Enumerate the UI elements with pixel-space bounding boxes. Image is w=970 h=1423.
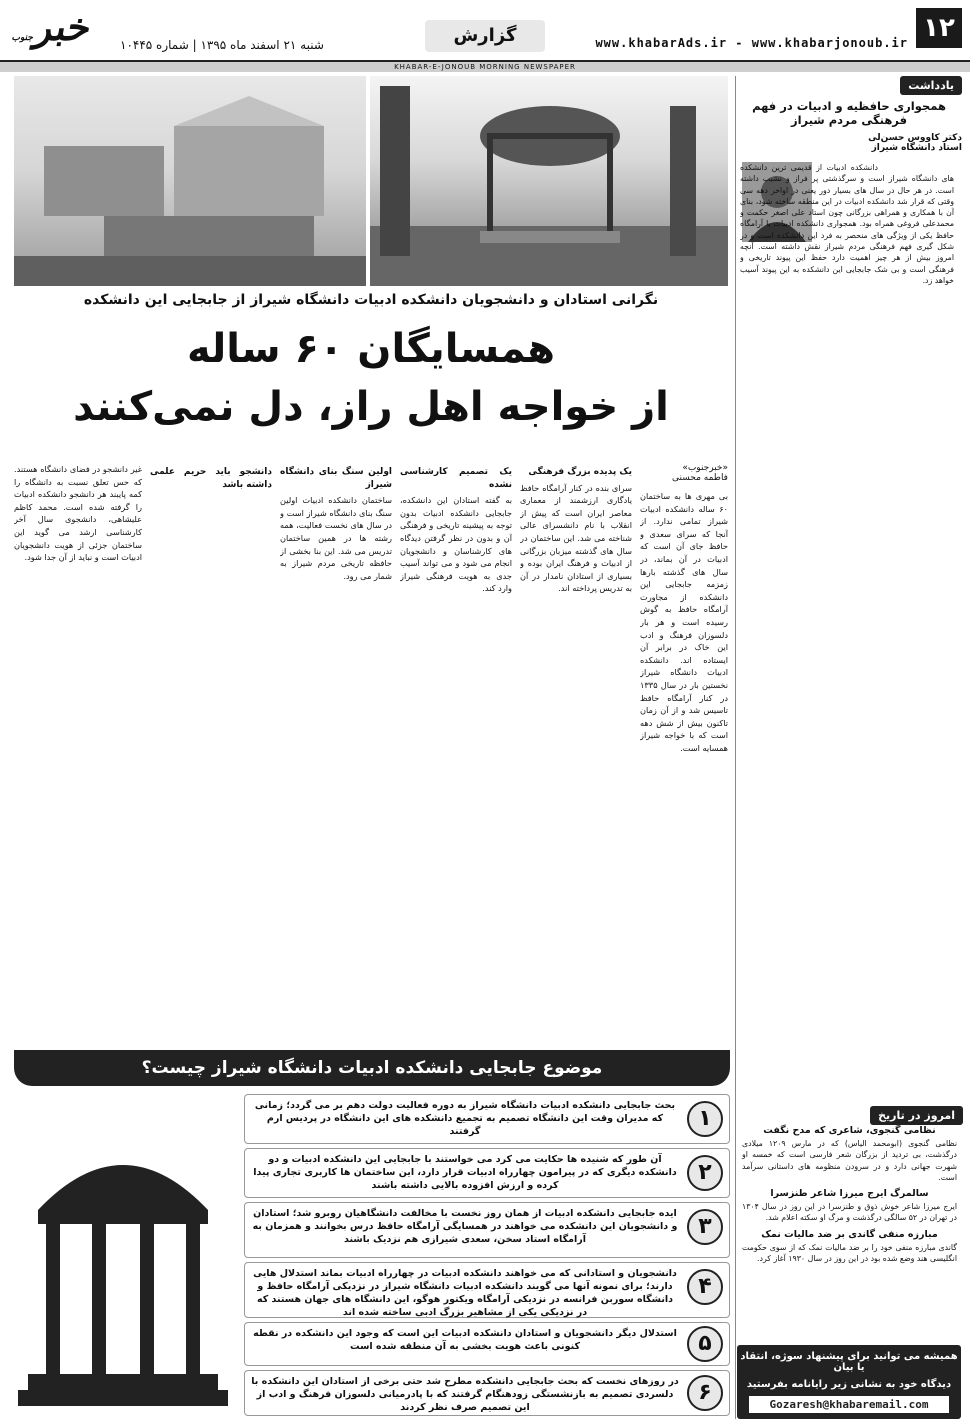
note-tag: یادداشت xyxy=(900,76,962,95)
column-heading: یک تصمیم کارشناسی نشده xyxy=(400,467,512,490)
note-author: دکتر کاووس حسن‌لی xyxy=(868,133,962,143)
item-number: ۳ xyxy=(687,1209,723,1245)
newspaper-logo xyxy=(10,4,95,49)
item-text: ایده جابجایی دانشکده ادبیات از همان روز نخست با مخالفت دانشگاهیان روبرو شد؛ استادان و دانشجویان این دانشکده می خواهند در همسایگی آرامگاه حافظ درس بخوانند و همزمان به آرامگاه استاد سخن، سعدی شیرازی هم نزدیک باشند xyxy=(252,1208,678,1245)
byline-author: فاطمه محسنی xyxy=(672,473,728,483)
box-item xyxy=(244,1148,730,1198)
column-text: سرای بنده در کنار آرامگاه حافظ یادگاری ارزشمند از معماری معاصر ایران است که پیش از انقلاب با نام دانشسرای عالی شناخته می شد. این ساختمان در سال های گذشته میزبان بزرگانی از ادبیات و فرهنگ ایران بوده و بسیاری از استادان نامدار در آن به تدریس پرداخته اند. xyxy=(520,482,632,594)
masthead-strip: KHABAR-E-JONOUB MORNING NEWSPAPER xyxy=(0,62,970,72)
column-text: بی مهری ها به ساختمان ۶۰ ساله دانشکده ادبیات شیراز تمامی ندارد. از آنجا که سرای سعدی و حافظ جای آن است که ادبیات در آن بماند، در سال های گذشته بارها زمزمه جابجایی این دانشکده از مجاورت آرامگاه حافظ به گوش رسیده است و هر بار دلسوزان فرهنگ و ادب این خاک در برابر آن ایستاده اند. دانشکده ادبیات دانشگاه شیراز نخستین بار در سال ۱۳۳۵ در کنار آرامگاه حافظ تاسیس شد و از آن زمان تاکنون بیش از شش دهه است که با خواجه شیراز همسایه است. xyxy=(640,491,728,753)
note-body: دانشکده ادبیات از قدیمی ترین دانشکده های دانشگاه شیراز است و سرگذشتی پر فراز و نشیب داشته است. در هر حال در سال های بسیار دور یعنی در اواخر دهه سی وقتی که قرار شد دانشکده ادبیات در این منطقه ساخته شود، بنای آن با همکاری و همراهی بزرگانی چون استاد علی اصغر حکمت و محمدعلی فروغی همراه بود. همجواری دانشکده ادبیات با آرامگاه حافظ یکی از ویژگی های منحصر به فرد این دانشکده است و در شکل گیری فهم فرهنگی مردم شیراز نقش داشته است. آنچه امروز بیش از هر چیز اهمیت دارد حفظ این پیوند تاریخی و فرهنگی است و بی شک جابجایی این دانشکده به این پیوند آسیب خواهد زد. xyxy=(740,163,954,285)
column-text: به گفته استادان این دانشکده، جابجایی دانشکده ادبیات بدون توجه به پیشینه تاریخی و فرهنگی آن و بدون در نظر گرفتن دیدگاه های کارشناسان و دانشجویان انجام می شود و می تواند آسیب جدی به هویت فرهنگی شیراز وارد کند. xyxy=(400,495,512,594)
box-item xyxy=(244,1262,730,1318)
hafez-tomb-photo xyxy=(370,76,728,286)
note-author-role: استاد دانشگاه شیراز xyxy=(871,143,962,153)
item-text: بحث جابجایی دانشکده ادبیات دانشگاه شیراز به دوره فعالیت دولت دهم بر می گردد؛ زمانی که مدیران وقت این دانشگاه تصمیم به تجمیع دانشکده های این دانشگاه در پردیس ارم گرفتند xyxy=(254,1100,676,1137)
headline-line-1: همسایگان ۶۰ ساله xyxy=(186,326,556,372)
today-item-head: سالمرگ ایرج میرزا شاعر طنزسرا xyxy=(770,1188,929,1200)
tomb-illustration xyxy=(370,76,728,286)
logo-text: خبر xyxy=(31,4,96,49)
item-text: دانشجویان و استادانی که می خواهند دانشکده ادبیات در چهارراه ادبیات بماند استدلال هایی دارند؛ برای نمونه آنها می گویند دانشکده ادبیات دانشگاه شیراز در نزدیکی آرامگاه حافظ و دانشگاه سوربن فرانسه در نزدیکی آرامگاه ویکتور هوگو، این دانشگاه های جهان هستند که در نزدیکی یکی از مشاهیر بزرگ ادبی ساخته شده اند xyxy=(253,1268,677,1318)
column-heading: اولین سنگ بنای دانشگاه شیراز xyxy=(280,467,392,490)
item-text: در روزهای نخست که بحث جابجایی دانشکده مطرح شد حتی برخی از استادان این دانشکده با دلسردی تصمیم به بازنشستگی زودهنگام گرفتند که با پادرمیانی دلسوزان فرهنگ و ادب از این تصمیم صرف نظر کردند xyxy=(251,1376,679,1413)
header xyxy=(0,0,970,62)
box-item xyxy=(244,1370,730,1416)
footer-line-1: همیشه می توانید برای پیشنهاد سوژه، انتقاد یا بیان xyxy=(740,1351,958,1373)
today-in-history xyxy=(736,1106,963,1264)
contact-footer xyxy=(737,1345,961,1419)
today-item-head: مبارزه منفی گاندی بر ضد مالیات نمک xyxy=(761,1228,938,1240)
building-illustration xyxy=(14,76,366,286)
byline xyxy=(642,463,728,483)
column-heading: دانشجو باید حریم علمی داشته باشد xyxy=(150,467,272,490)
headline-line-2: از خواجه اهل راز، دل نمی‌کنند xyxy=(73,384,669,430)
issue-date: شنبه ۲۱ اسفند ماه ۱۳۹۵ | شماره ۱۰۴۴۵ xyxy=(120,38,324,52)
column-text: ساختمان دانشکده ادبیات اولین سنگ بنای دانشگاه شیراز است و در سال های نخست فعالیت، همه رشته ها در همین ساختمان تدریس می شد. این بنا بخشی از حافظه تاریخی مردم شیراز به شمار می رود. xyxy=(280,495,392,581)
university-aerial-photo xyxy=(14,76,366,286)
box-title: موضوع جابجایی دانشکده ادبیات دانشگاه شیراز چیست؟ xyxy=(14,1050,730,1086)
section-label: گزارش xyxy=(425,20,545,52)
sidebar xyxy=(735,76,962,1419)
byline-source: «خبرجنوب» xyxy=(682,463,728,473)
article-subhead: نگرانی استادان و دانشجویان دانشکده ادبیات دانشگاه شیراز از جابجایی این دانشکده xyxy=(83,292,659,308)
article-column-6 xyxy=(14,463,142,1053)
article-column-4 xyxy=(280,463,392,1053)
today-item-text: ایرج میرزا شاعر خوش ذوق و طنزسرا در این روز در سال ۱۳۰۴ در تهران در ۵۲ سالگی درگذشت و مرگ او سکته اعلام شد. xyxy=(742,1202,957,1223)
item-number: ۶ xyxy=(687,1375,723,1411)
logo-sub: جنوب xyxy=(11,33,35,43)
item-number: ۲ xyxy=(687,1155,723,1191)
note-title: همجواری حافظیه و ادبیات در فهم فرهنگی مردم شیراز xyxy=(752,99,946,127)
website-link[interactable]: www.khabarAds.ir - www.khabarjonoub.ir xyxy=(595,36,908,50)
footer-line-2: دیدگاه خود به نشانی زیر رایانامه بفرستید xyxy=(746,1379,952,1390)
item-text: آن طور که شنیده ها حکایت می کرد می خواستند با جابجایی این دانشکده ادبیات و دو دانشکده دیگری که در پیرامون چهارراه ادبیات قرار دارد، این ساختمان ها کاربری تجاری پیدا کرده و ارزش افزوده بالایی داشته باشند xyxy=(253,1154,677,1191)
item-number: ۵ xyxy=(687,1326,723,1362)
article-headline xyxy=(14,320,728,436)
item-number: ۴ xyxy=(687,1269,723,1305)
box-item xyxy=(244,1094,730,1144)
article-column-3 xyxy=(400,463,512,1053)
column-text: غیر دانشجو در فضای دانشگاه هستند. که حس تعلق نسبت به دانشگاه را کمه پایبند هر دانشجو دانشکده ادبیات را گرفته شده است. محمد کاظم علیشاهی، دانشجوی سال آخر کارشناسی ارشد می گوید این ساختمان جزئی از هویت دانشجویان ادبیات است و نباید از آن جدا شود. xyxy=(14,464,142,563)
article-column-5 xyxy=(150,463,272,1053)
box-item xyxy=(244,1202,730,1258)
page-number: ۱۲ xyxy=(916,8,962,48)
item-text: استدلال دیگر دانشجویان و استادان دانشکده ادبیات این است که وجود این دانشکده در نقطه کنونی باعث هویت بخشی به آن منطقه شده است xyxy=(253,1328,677,1352)
column-heading: یک پدیده بزرگ فرهنگی xyxy=(528,467,632,477)
item-number: ۱ xyxy=(687,1101,723,1137)
contact-email-link[interactable]: Gozaresh@khabaremail.com xyxy=(749,1396,949,1413)
box-item xyxy=(244,1322,730,1366)
today-tag: امروز در تاریخ xyxy=(870,1106,963,1125)
today-item-text: گاندی مبارزه منفی خود را بر ضد مالیات نمک که از سوی حکومت انگلیسی هند وضع شده بود در این روز در سال ۱۹۳۰ آغاز کرد. xyxy=(742,1242,957,1264)
article-column-2 xyxy=(520,463,632,1053)
article-column-1 xyxy=(640,490,728,1053)
tomb-silhouette-icon xyxy=(18,1110,228,1410)
today-item-head: نظامی گنجوی، شاعری که مدح نگفت xyxy=(763,1125,936,1136)
today-item-text: نظامی گنجوی (ابومحمد الیاس) که در مارس ۱۲۰۹ میلادی درگذشت، بی تردید از بزرگان شعر فارسی است که خمسه او شهرت جهانی دارد و در سرودن منظومه های داستانی سرآمد است. xyxy=(742,1139,957,1182)
